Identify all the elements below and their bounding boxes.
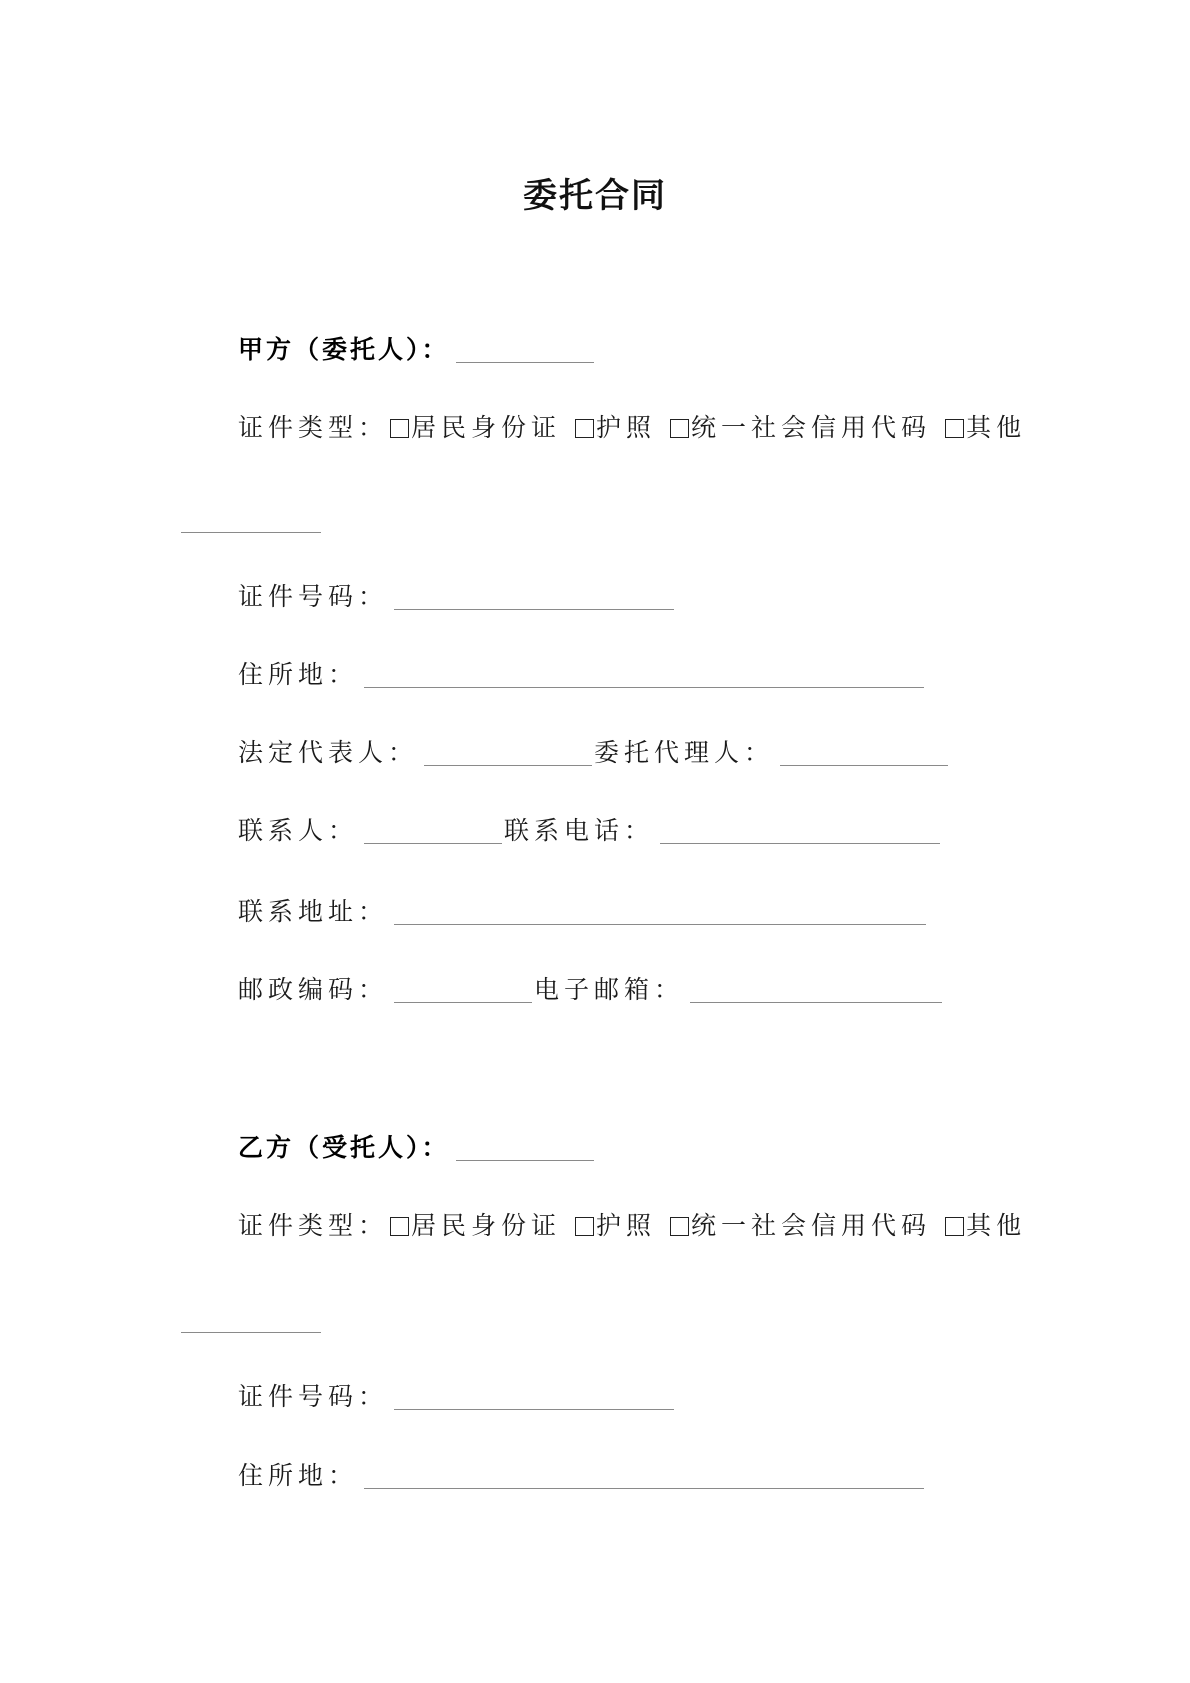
party-a-other-id-type-field[interactable] [181, 532, 321, 533]
id-type-option-other[interactable]: 其他 [943, 1209, 1026, 1243]
party-a-heading: 甲方（委托人）： [238, 335, 450, 364]
party-b-id-number-row [238, 1380, 674, 1414]
document-title: 委托合同 [523, 176, 667, 216]
party-a-agent-field[interactable] [780, 737, 948, 766]
id-number-label: 证件号码： [238, 582, 389, 611]
id-type-option-resident-id[interactable]: 居民身份证 [388, 1209, 561, 1243]
phone-label: 联系电话： [504, 816, 655, 845]
postcode-label: 邮政编码： [238, 975, 389, 1004]
party-a-residence-row [238, 658, 924, 692]
checkbox-icon[interactable] [945, 1217, 964, 1236]
legal-rep-label: 法定代表人： [238, 738, 419, 767]
checkbox-icon[interactable] [945, 419, 964, 438]
id-type-option-passport[interactable]: 护照 [573, 1209, 656, 1243]
email-label: 电子邮箱： [534, 975, 685, 1004]
party-a-contact-row [238, 814, 940, 848]
party-a-heading-row [238, 333, 594, 367]
residence-label: 住所地： [238, 1461, 359, 1490]
party-b-heading: 乙方（受托人）： [238, 1133, 450, 1162]
checkbox-icon[interactable] [670, 419, 689, 438]
id-type-label: 证件类型： [238, 413, 389, 442]
residence-label: 住所地： [238, 660, 359, 689]
party-b-id-type-row [238, 1209, 1026, 1243]
party-b-heading-row [238, 1131, 594, 1165]
party-b-residence-row [238, 1459, 924, 1493]
id-type-option-resident-id[interactable]: 居民身份证 [388, 411, 561, 445]
party-b-id-number-field[interactable] [394, 1381, 674, 1410]
contact-label: 联系人： [238, 816, 359, 845]
party-b-residence-field[interactable] [364, 1460, 924, 1489]
party-a-address-field[interactable] [394, 896, 926, 925]
checkbox-icon[interactable] [670, 1217, 689, 1236]
party-a-phone-field[interactable] [660, 815, 940, 844]
id-type-option-passport[interactable]: 护照 [573, 411, 656, 445]
party-a-email-field[interactable] [690, 974, 942, 1003]
party-a-postcode-email-row [238, 973, 942, 1007]
id-type-option-other[interactable]: 其他 [943, 411, 1026, 445]
checkbox-icon[interactable] [390, 419, 409, 438]
checkbox-icon[interactable] [575, 419, 594, 438]
address-label: 联系地址： [238, 897, 389, 926]
id-type-option-credit-code[interactable]: 统一社会信用代码 [668, 411, 931, 445]
party-a-postcode-field[interactable] [394, 974, 532, 1003]
party-a-name-field[interactable] [456, 334, 594, 363]
id-number-label: 证件号码： [238, 1382, 389, 1411]
checkbox-icon[interactable] [390, 1217, 409, 1236]
party-b-other-id-type-field[interactable] [181, 1332, 321, 1333]
party-a-residence-field[interactable] [364, 659, 924, 688]
party-a-id-number-row [238, 580, 674, 614]
checkbox-icon[interactable] [575, 1217, 594, 1236]
party-a-address-row [238, 895, 926, 929]
party-a-id-type-row [238, 411, 1026, 445]
party-a-representatives-row [238, 736, 948, 770]
party-a-legal-rep-field[interactable] [424, 737, 592, 766]
id-type-option-credit-code[interactable]: 统一社会信用代码 [668, 1209, 931, 1243]
party-b-name-field[interactable] [456, 1132, 594, 1161]
party-a-contact-field[interactable] [364, 815, 502, 844]
id-type-label: 证件类型： [238, 1211, 389, 1240]
party-a-id-number-field[interactable] [394, 581, 674, 610]
agent-label: 委托代理人： [594, 738, 775, 767]
